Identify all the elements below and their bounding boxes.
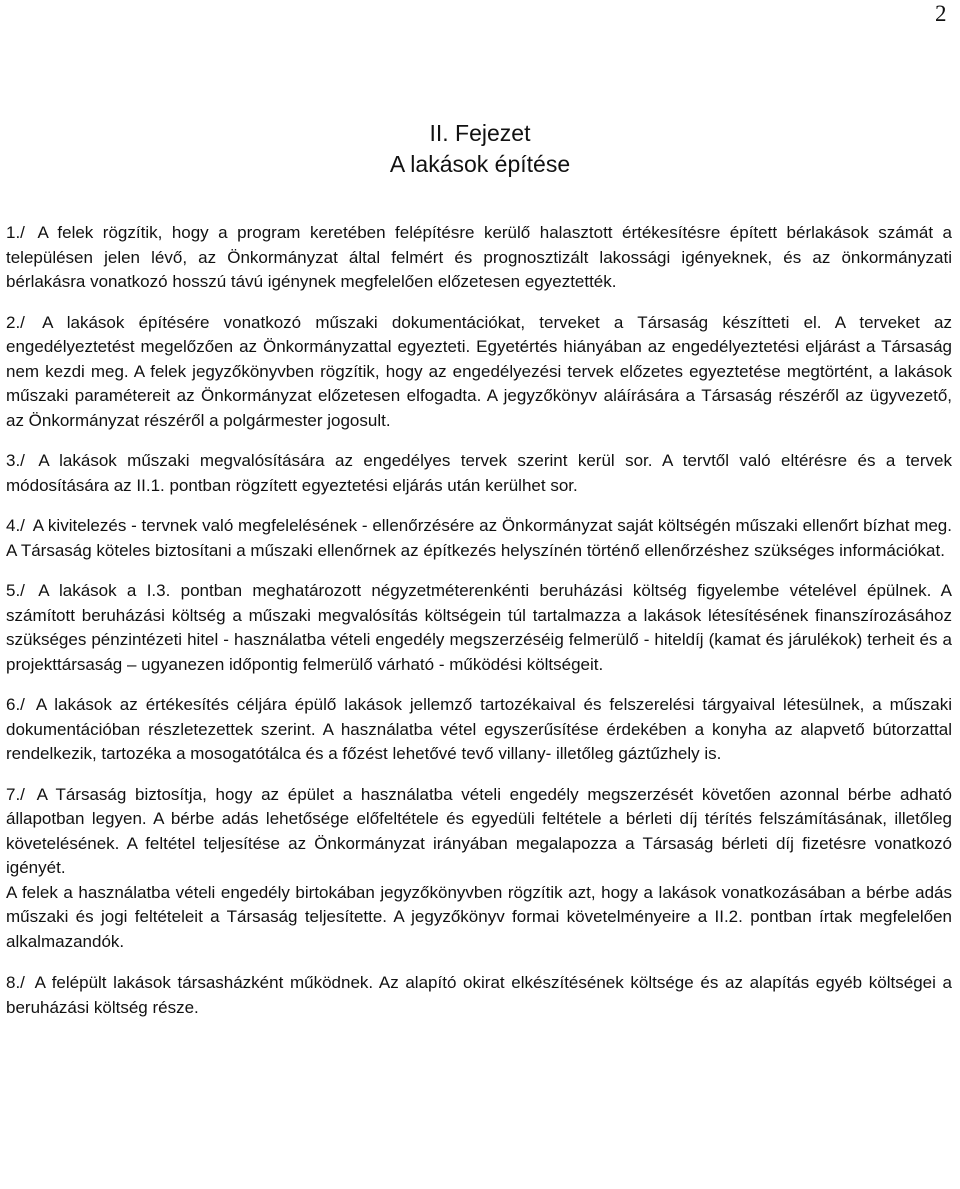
page-number: 2 [935,1,947,26]
paragraph-number: 4./ [6,516,25,535]
paragraph-8 [6,971,952,1020]
chapter-heading [0,118,960,180]
paragraph-2 [6,311,952,434]
paragraph-text: A felek rögzítik, hogy a program keretében felépítésre kerülő halasztott értékesítésre épített bérlakások számát a településen jelen lévő, az Önkormányzat által felmért és prognosztizált lakossági igényeknek, és az önkormányzati bérlakásra vonatkozó hosszú távú igénynek megfelelően előzetesen egyeztették. [6,223,953,291]
paragraph-number: 3./ [6,451,25,470]
paragraph-number: 8./ [6,973,25,992]
paragraph-3 [6,449,952,498]
paragraph-text: A lakások a I.3. pontban meghatározott négyzetméterenkénti beruházási költség figyelembe vételével épülnek. A számított beruházási költség a műszaki megvalósítás költségein túl tartalmazza a lakások létesítésének finanszírozásához szükséges pénzintézeti hitel - használatba vételi engedély megszerzéséig felmerülő - hiteldíj (kamat és járulékok) terheit és a projekttársaság – ugyanezen időpontig felmerülő várható - működési költségeit. [6,581,952,674]
chapter-title: A lakások építése [389,151,571,177]
chapter-number: II. Fejezet [429,120,531,146]
paragraph-text: A lakások az értékesítés céljára épülő lakások jellemző tartozékaival és felszerelési tárgyaival létesülnek, a műszaki dokumentációban részletezettek szerint. A használatba vétel egyszerűsítése érdekében a konyha az alapvető bútorzattal rendelkezik, tartozéka a mosogatótálca és a főzést lehetővé tevő villany- illetőleg gáztűzhely is. [6,695,952,763]
paragraph-1 [6,221,952,295]
paragraph-number: 5./ [6,581,25,600]
paragraph-text: A felek a használatba vételi engedély birtokában jegyzőkönyvben rögzítik azt, hogy a lakások vonatkozásában a bérbe adás műszaki és jogi feltételeit a Társaság teljesítette. A jegyzőkönyv formai követelményeire a II.2. pontban írtak megfelelően alkalmazandók. [6,882,952,951]
paragraph-number: 1./ [6,223,25,242]
paragraph-7-continuation [6,881,952,955]
paragraph-text: A felépült lakások társasházként működnek. Az alapító okirat elkészítésének költsége és az alapítás egyéb költségei a beruházási költség része. [6,973,952,1017]
paragraph-5 [6,579,952,677]
paragraph-number: 2./ [6,312,25,332]
paragraph-4 [6,514,952,563]
paragraph-text: A kivitelezés - tervnek való megfelelésének - ellenőrzésére az Önkormányzat saját költségén műszaki ellenőrt bízhat meg. A Társaság köteles biztosítani a műszaki ellenőrnek az építkezés helyszínén történő ellenőrzéshez szükséges információkat. [6,516,952,560]
paragraph-text: A lakások építésére vonatkozó műszaki dokumentációkat, terveket a Társaság készítteti el. A terveket az engedélyeztetést megelőzően az Önkormányzattal egyezteti. Egyetértés hiányában az engedélyeztetési eljárást a Társaság nem kezdi meg. A felek jegyzőkönyvben rögzítik, hogy az engedélyezési tervek előzetes egyeztetése megtörtént, a lakások műszaki paramétereit az Önkormányzat előzetesen elfogadta. A jegyzőkönyv aláírására a Társaság részéről az ügyvezető, az Önkormányzat részéről a polgármester jogosult. [6,312,952,430]
paragraph-number: 6./ [6,695,25,714]
paragraph-text: A Társaság biztosítja, hogy az épület a használatba vételi engedély megszerzését követően azonnal bérbe adható állapotban legyen. A bérbe adás lehetősége előfeltétele és egyedüli feltétele a bérleti díj térítés felszámításának, illetőleg követelésének. A feltétel teljesítése az Önkormányzat irányában megalapozza a Társaság bérleti díj fizetésre vonatkozó igényét. [6,784,952,877]
paragraph-number: 7./ [6,784,25,804]
paragraph-7 [6,783,952,881]
paragraph-text: A lakások műszaki megvalósítására az engedélyes tervek szerint kerül sor. A tervtől való eltérésre és a tervek módosítására az II.1. pontban rögzített egyeztetési eljárás után kerülhet sor. [6,451,952,495]
paragraph-6 [6,693,952,767]
document-body [6,221,952,1036]
